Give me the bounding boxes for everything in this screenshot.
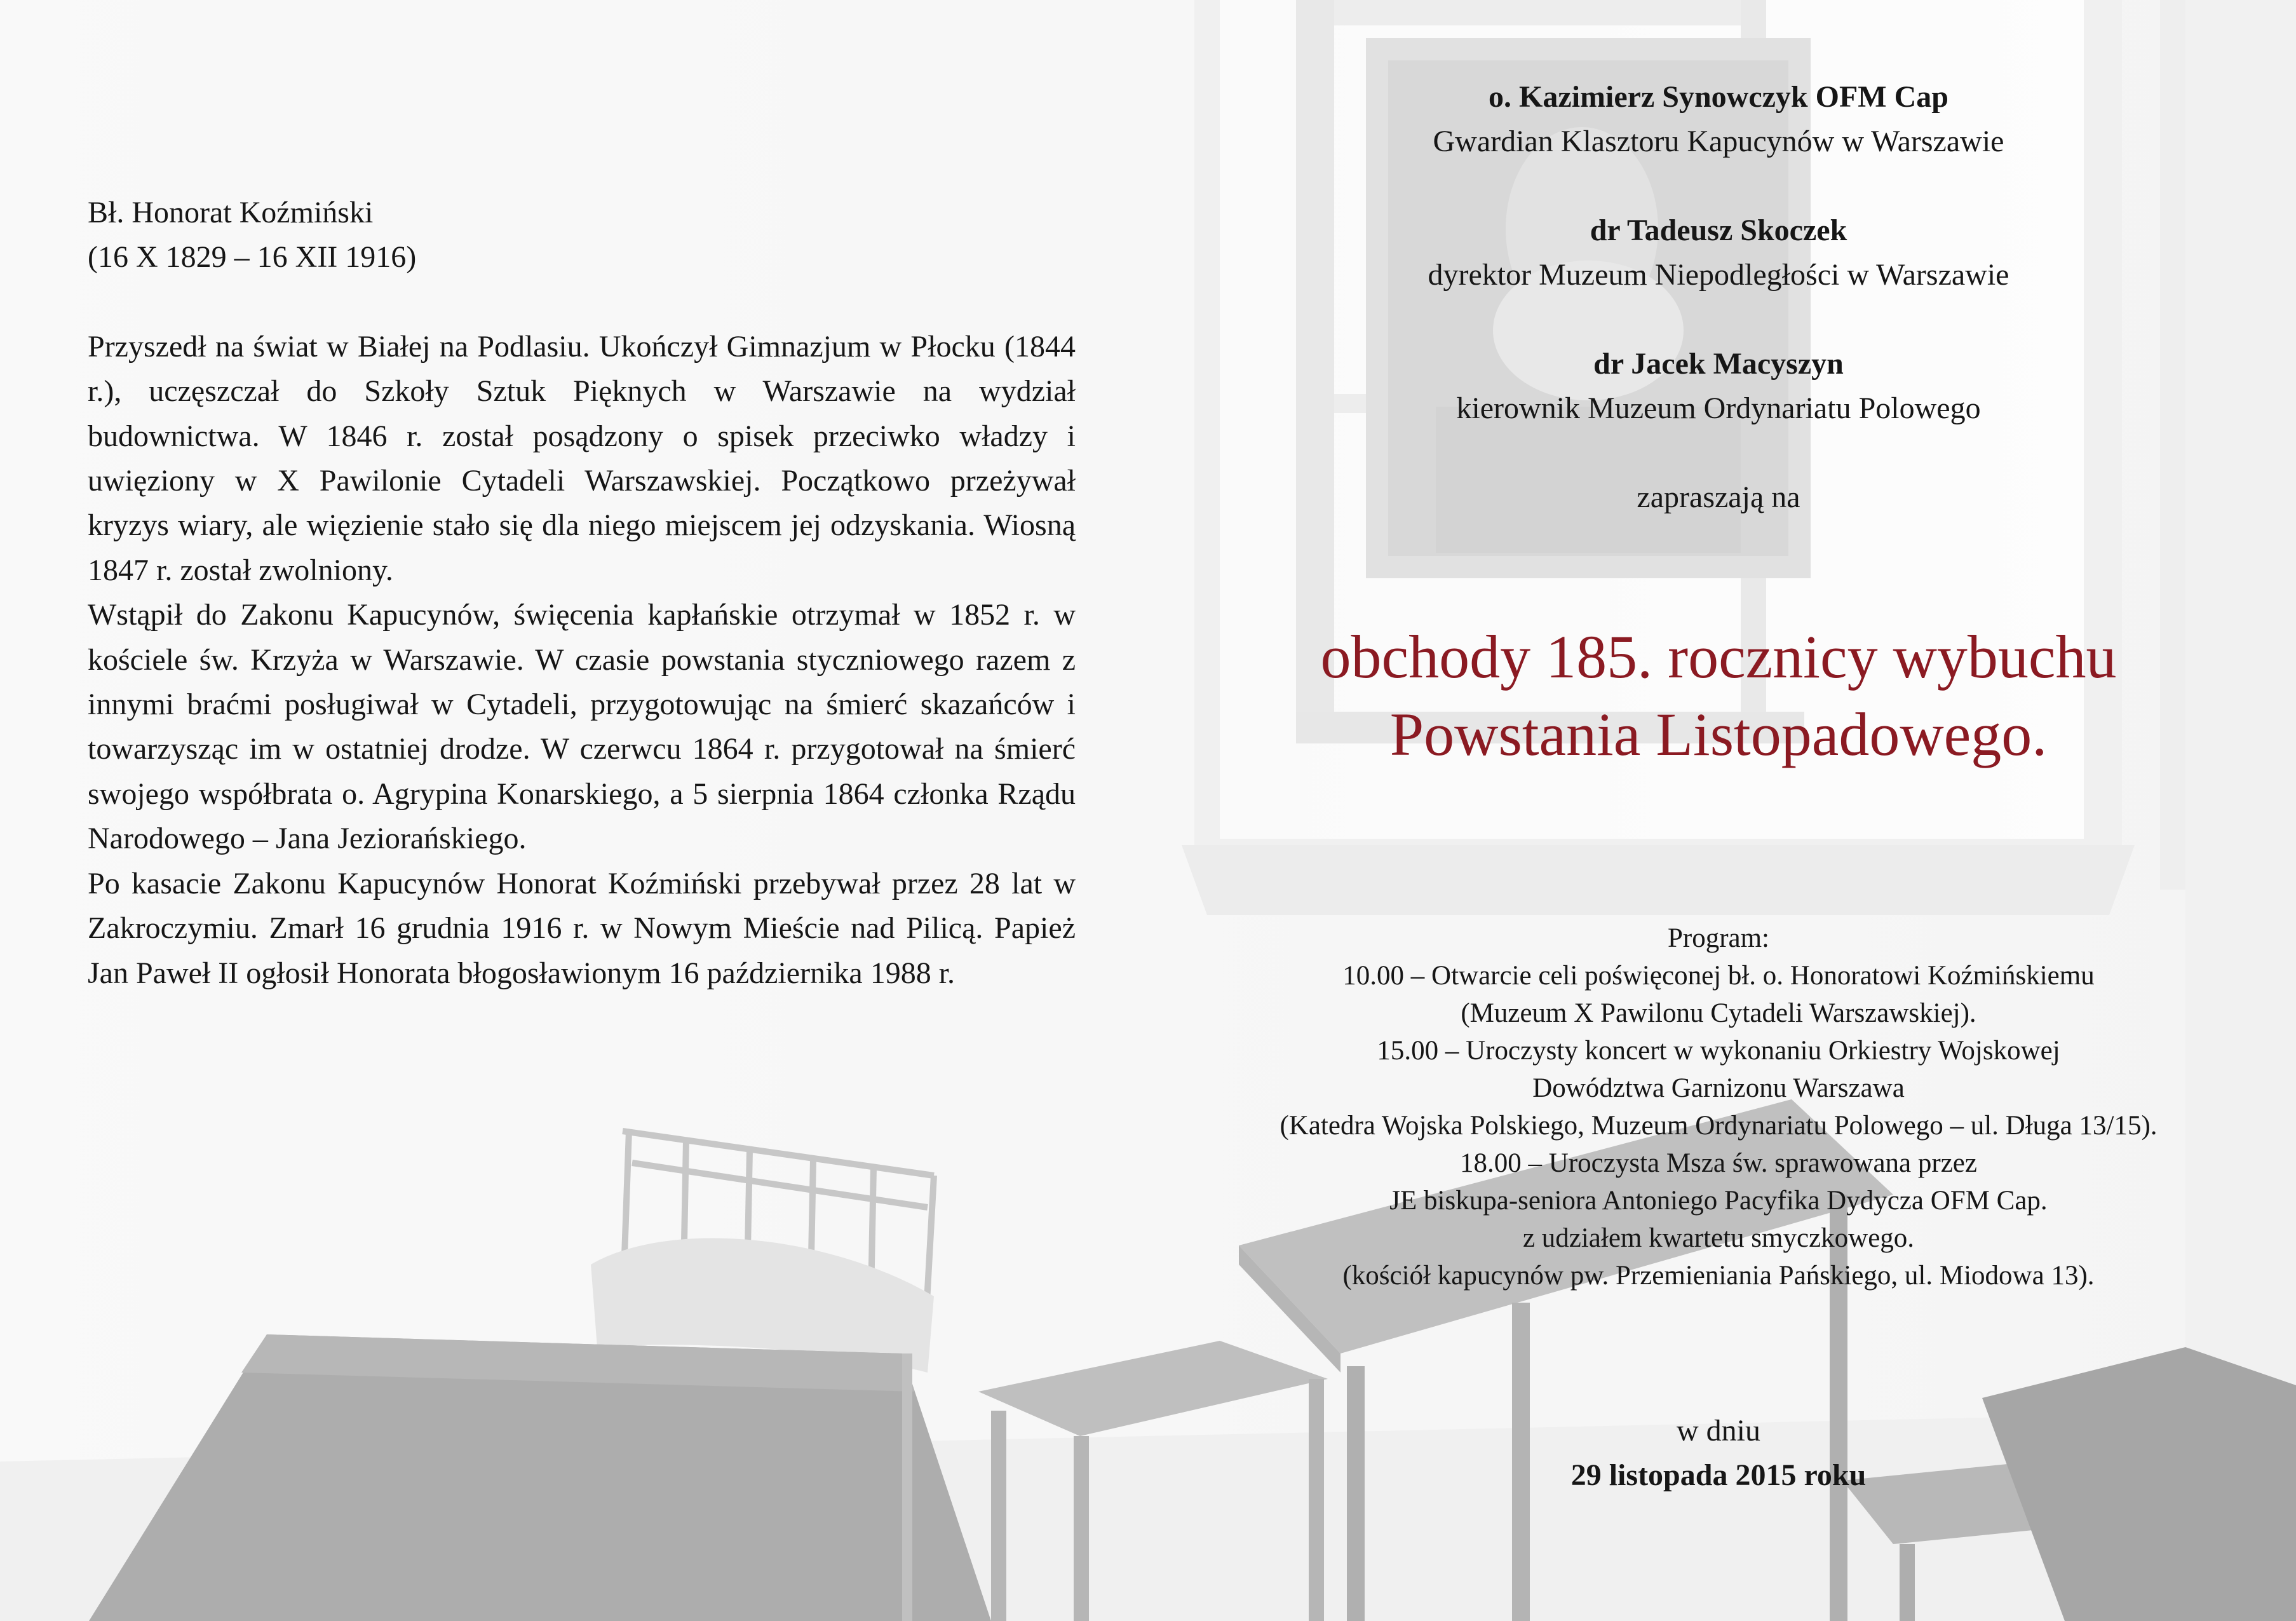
biography-paragraph-2: Wstąpił do Zakonu Kapucynów, święcenia kapłańskie otrzymał w 1852 r. w kościele św. Krzyża w Warszawie. W czasie powstania styczniowego razem z innymi braćmi posługiwał w Cytadeli, przygotowując na śmierć skazańców i towarzysząc im w ostatniej drodze. W czerwcu 1864 r. przygotował na śmierć swojego współbrata o. Agrypina Konarskiego, a 5 sierpnia 1864 członka Rządu Narodowego – Jana Jeziorańskiego.: [88, 598, 1076, 856]
program-line: (Katedra Wojska Polskiego, Muzeum Ordynariatu Polowego – ul. Długa 13/15).: [1280, 1111, 2158, 1141]
right-column-invitation: [1194, 75, 2243, 1498]
program-list: [1194, 919, 2243, 1294]
host-2: [1194, 208, 2243, 297]
host-title: dyrektor Muzeum Niepodległości w Warszawie: [1428, 258, 2009, 292]
host-1: [1194, 75, 2243, 164]
host-3: [1194, 342, 2243, 431]
event-headline: [1194, 618, 2243, 773]
program-label: Program:: [1667, 923, 1770, 953]
program-line: JE biskupa-seniora Antoniego Pacyfika Dydycza OFM Cap.: [1389, 1186, 2048, 1216]
host-title: kierownik Muzeum Ordynariatu Polowego: [1456, 391, 1981, 425]
left-column-biography: [88, 191, 1076, 996]
program-line: 15.00 – Uroczysty koncert w wykonaniu Orkiestry Wojskowej: [1377, 1036, 2060, 1066]
host-name: dr Tadeusz Skoczek: [1590, 214, 1847, 247]
program-line: (kościół kapucynów pw. Przemienianiа Pańskiego, ul. Miodowa 13).: [1342, 1261, 2095, 1291]
program-line: 18.00 – Uroczysta Msza św. sprawowana przez: [1460, 1148, 1977, 1178]
host-name: dr Jacek Macyszyn: [1593, 347, 1844, 381]
host-title: Gwardian Klasztoru Kapucynów w Warszawie: [1433, 125, 2004, 158]
headline-line-2: Powstania Listopadowego.: [1389, 700, 2048, 768]
biography-paragraph-3: Po kasacie Zakonu Kapucynów Honorat Koźmiński przebywał przez 28 lat w Zakroczymiu. Zmarł 16 grudnia 1916 r. w Nowym Mieście nad Pilicą. Papież Jan Paweł II ogłosił Honorata błogosławionym 16 października 1988 r.: [88, 866, 1076, 990]
invite-text: zapraszają na: [1637, 480, 1800, 514]
event-date-block: [1194, 1409, 2243, 1498]
program-line: (Muzeum X Pawilonu Cytadeli Warszawskiej).: [1461, 998, 1976, 1028]
date-prefix: w dniu: [1677, 1414, 1760, 1448]
host-name: o. Kazimierz Synowczyk OFM Cap: [1489, 80, 1948, 114]
biography-paragraph-1: Przyszedł na świat w Białej na Podlasiu. Ukończył Gimnazjum w Płocku (1844 r.), uczęszczał do Szkoły Sztuk Pięknych w Warszawie na wydział budownictwa. W 1846 r. został posądzony o spisek przeciwko władzy i uwięziony w X Pawilonie Cytadeli Warszawskiej. Początkowo przeżywał kryzys wiary, ale więzienie stało się dla niego miejscem jej odzyskania. Wiosną 1847 r. został zwolniony.: [88, 329, 1076, 587]
headline-line-1: obchody 185. rocznicy wybuchu: [1320, 623, 2117, 691]
program-line: Dowództwa Garnizonu Warszawa: [1532, 1073, 1905, 1103]
biography-dates: (16 X 1829 – 16 XII 1916): [88, 240, 417, 275]
event-date: 29 listopada 2015 roku: [1570, 1458, 1867, 1492]
biography-name: Bł. Honorat Koźmiński: [88, 196, 374, 229]
program-line: 10.00 – Otwarcie celi poświęconej bł. o. Honoratowi Koźmińskiemu: [1342, 961, 2095, 991]
program-line: z udziałem kwartetu smyczkowego.: [1522, 1223, 1915, 1253]
